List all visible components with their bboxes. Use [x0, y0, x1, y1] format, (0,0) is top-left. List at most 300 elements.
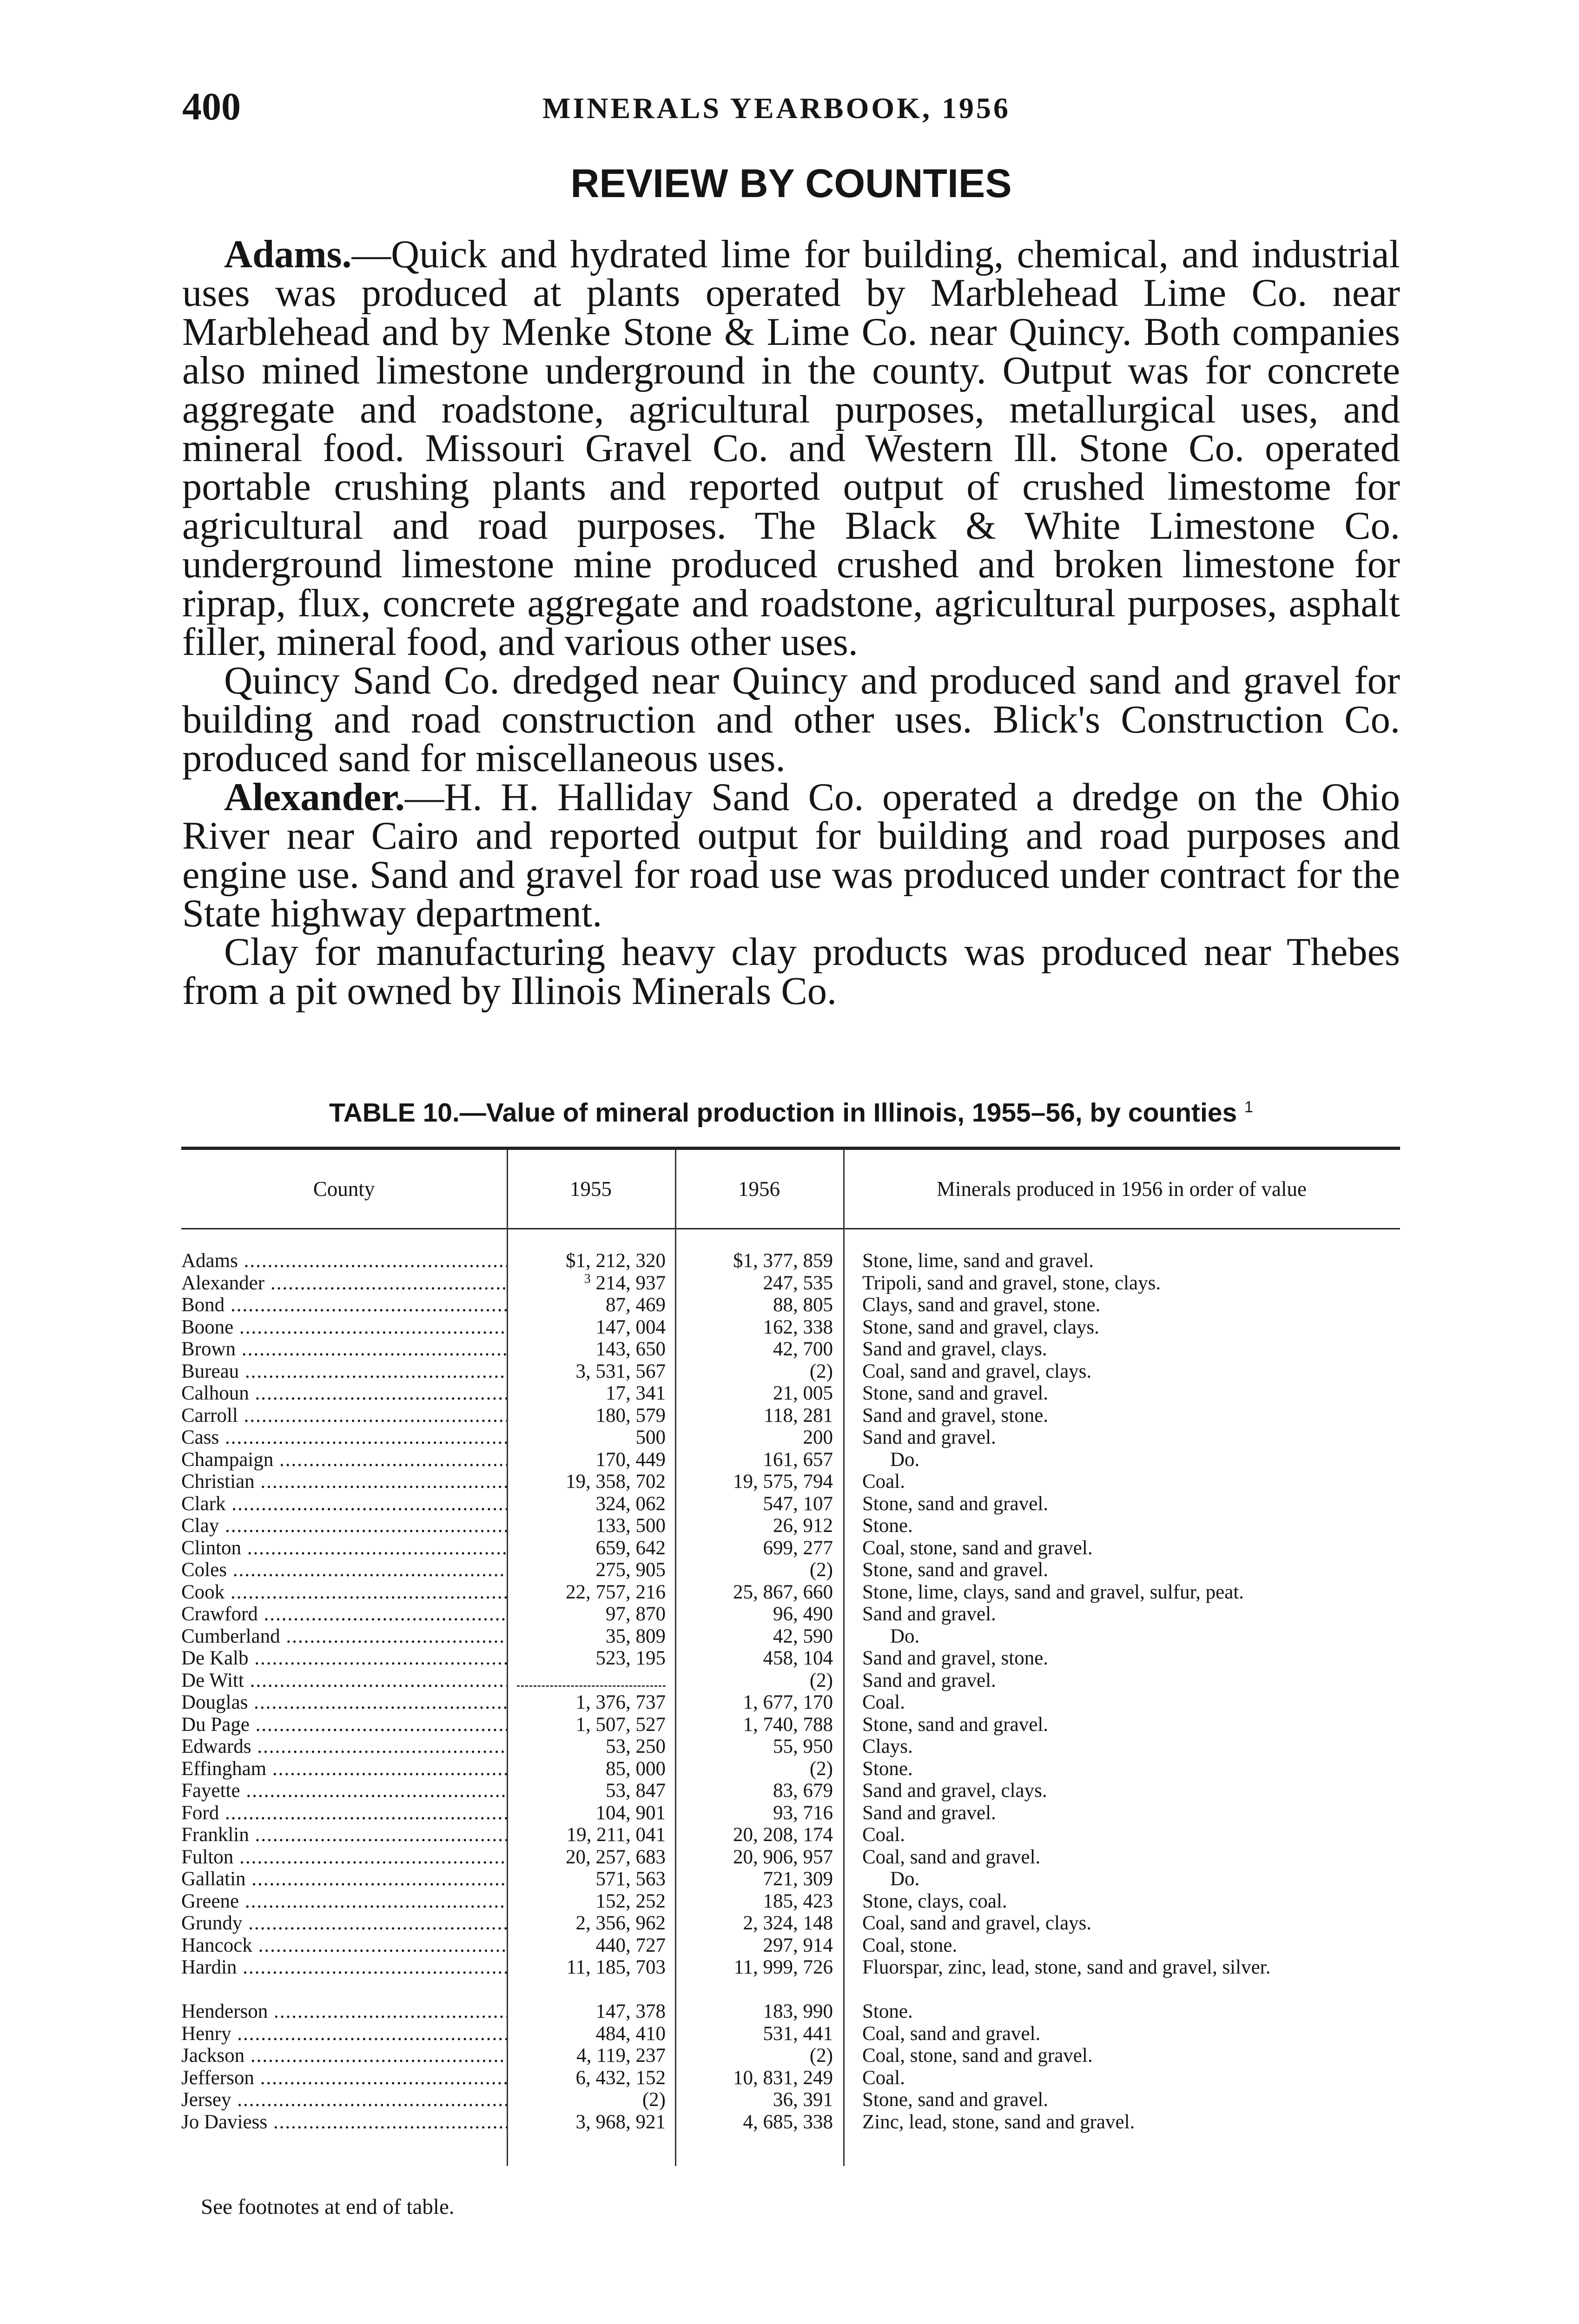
value-1955: 440, 727	[595, 1934, 666, 1956]
cell-minerals: Stone, sand and gravel.	[862, 2089, 1049, 2111]
cell-value-1956	[675, 1338, 833, 1360]
paragraph-alexander	[182, 775, 1400, 935]
cell-value-1956	[675, 1360, 833, 1383]
cell-value-1956	[675, 1515, 833, 1537]
value-1956: 118, 281	[764, 1404, 833, 1426]
cell-value-1956	[675, 1868, 833, 1890]
cell-minerals: Coal, sand and gravel.	[862, 1846, 1041, 1868]
county-label: Cook .....	[181, 1581, 507, 1603]
table-row	[181, 1360, 1400, 1383]
value-1955: 275, 905	[595, 1559, 666, 1581]
value-1955: 22, 757, 216	[566, 1581, 666, 1603]
table-row	[181, 1802, 1400, 1824]
cell-county	[181, 2111, 507, 2133]
table-row	[181, 1471, 1400, 1493]
value-1956: 36, 391	[773, 2089, 833, 2111]
value-1956: 20, 208, 174	[733, 1824, 833, 1846]
county-label: Champaign .....	[181, 1449, 507, 1471]
value-1955: 1, 376, 737	[575, 1691, 666, 1713]
cell-value-1955	[507, 1382, 666, 1405]
value-1956: (2)	[809, 1559, 833, 1581]
value-1956: 20, 906, 957	[733, 1846, 833, 1868]
county-label: Effingham .....	[181, 1758, 507, 1780]
county-label: Crawford .....	[181, 1603, 507, 1625]
cell-county	[181, 2000, 507, 2023]
cell-county	[181, 1780, 507, 1802]
value-1956: 458, 104	[763, 1647, 833, 1669]
county-label: Ford .....	[181, 1802, 507, 1824]
value-1956: 19, 575, 794	[733, 1471, 833, 1492]
cell-minerals: Stone, sand and gravel.	[862, 1559, 1049, 1581]
table-row	[181, 1250, 1400, 1272]
value-1956: 547, 107	[763, 1492, 833, 1515]
cell-value-1955	[507, 1537, 666, 1559]
county-label: Douglas .....	[181, 1691, 507, 1713]
value-1956: 162, 338	[763, 1316, 833, 1338]
cell-county	[181, 1471, 507, 1493]
cell-value-1955	[507, 1846, 666, 1868]
cell-value-1955	[507, 1647, 666, 1670]
cell-minerals: Coal.	[862, 2067, 905, 2089]
value-1956: (2)	[809, 1669, 833, 1691]
table-row	[181, 1426, 1400, 1449]
cell-minerals: Do.	[890, 1625, 920, 1647]
county-label: Bond .....	[181, 1294, 507, 1316]
paragraph-adams	[182, 233, 1400, 664]
county-label: Jackson .....	[181, 2045, 507, 2067]
cell-value-1955	[507, 1736, 666, 1758]
header-1956: 1956	[738, 1177, 780, 1201]
cell-minerals: Sand and gravel.	[862, 1669, 996, 1691]
county-label: Clark .....	[181, 1493, 507, 1515]
cell-minerals: Coal, sand and gravel, clays.	[862, 1912, 1092, 1934]
table-caption-text: TABLE 10.—Value of mineral production in Illinois, 1955–56, by counties	[329, 1098, 1237, 1128]
cell-county	[181, 1691, 507, 1714]
footnote-marker: 1	[1244, 1098, 1254, 1116]
county-name-alexander: Alexander.	[224, 775, 405, 819]
cell-county	[181, 1426, 507, 1449]
paragraph-text: —H. H. Halliday Sand Co. operated a dredge on the Ohio River near Cairo and reported output for building and road purposes and engine use. Sand and gravel for road use was produced under contract for the State highway department.	[182, 775, 1400, 935]
table-row	[181, 1824, 1400, 1846]
county-label: Bureau .....	[181, 1360, 507, 1382]
cell-minerals: Sand and gravel, clays.	[862, 1338, 1047, 1360]
value-1956: 25, 867, 660	[733, 1581, 833, 1603]
cell-value-1956	[675, 1934, 833, 1957]
county-label: Henderson .....	[181, 2000, 507, 2022]
cell-value-1955	[507, 1515, 666, 1537]
county-label: Franklin .....	[181, 1824, 507, 1846]
county-label: Hancock .....	[181, 1934, 507, 1956]
cell-county	[181, 1382, 507, 1405]
cell-value-1955	[507, 1912, 666, 1934]
cell-value-1956	[675, 1603, 833, 1625]
cell-value-1955	[507, 1493, 666, 1515]
value-1956: 93, 716	[773, 1802, 833, 1824]
cell-value-1955	[507, 2045, 666, 2067]
cell-value-1955	[507, 1272, 666, 1294]
cell-minerals: Sand and gravel, stone.	[862, 1404, 1049, 1426]
cell-minerals: Coal.	[862, 1691, 905, 1713]
value-1955: 11, 185, 703	[566, 1956, 666, 1978]
paragraph	[182, 931, 1400, 1013]
cell-minerals: Coal.	[862, 1471, 905, 1492]
cell-value-1955	[507, 2111, 666, 2133]
cell-value-1956	[675, 2000, 833, 2023]
cell-county	[181, 1846, 507, 1868]
county-label: Gallatin .....	[181, 1868, 507, 1890]
value-1956: 42, 700	[773, 1338, 833, 1360]
cell-value-1956	[675, 1581, 833, 1604]
cell-county	[181, 1912, 507, 1934]
cell-value-1956	[675, 2089, 833, 2111]
county-label: Henry .....	[181, 2023, 507, 2045]
value-1956: 297, 914	[763, 1934, 833, 1956]
page-number: 400	[182, 85, 241, 128]
cell-minerals: Coal, sand and gravel, clays.	[862, 1360, 1092, 1382]
cell-county	[181, 1405, 507, 1427]
cell-county	[181, 1625, 507, 1648]
value-1956: 10, 831, 249	[733, 2067, 833, 2089]
cell-county	[181, 1272, 507, 1294]
table-row	[181, 1405, 1400, 1427]
cell-value-1955	[507, 1670, 666, 1692]
cell-value-1956	[675, 1780, 833, 1802]
table-row	[181, 1647, 1400, 1670]
table-row	[181, 2111, 1400, 2133]
value-1956: 185, 423	[763, 1890, 833, 1912]
cell-county	[181, 1758, 507, 1780]
county-label: Carroll .....	[181, 1405, 507, 1426]
county-name-adams: Adams.	[224, 233, 352, 276]
cell-value-1956	[675, 1382, 833, 1405]
table-row	[181, 1670, 1400, 1692]
value-1956: 42, 590	[773, 1625, 833, 1647]
value-1956: 88, 805	[773, 1294, 833, 1316]
value-1956: 531, 441	[763, 2022, 833, 2045]
table-row	[181, 1449, 1400, 1471]
cell-value-1955	[507, 1338, 666, 1360]
cell-county	[181, 1802, 507, 1824]
value-1955: (2)	[642, 2089, 666, 2111]
table-row	[181, 1294, 1400, 1316]
cell-county	[181, 1824, 507, 1846]
value-1955: 35, 809	[606, 1625, 666, 1647]
cell-county	[181, 2067, 507, 2089]
value-1956: $1, 377, 859	[733, 1250, 833, 1272]
value-1955: 170, 449	[595, 1448, 666, 1471]
cell-minerals: Stone.	[862, 2000, 913, 2022]
cell-value-1955	[507, 1714, 666, 1736]
table-header-row	[181, 1150, 1400, 1228]
table-row	[181, 1691, 1400, 1714]
running-title: MINERALS YEARBOOK, 1956	[542, 92, 1011, 125]
value-1955: 3, 531, 567	[575, 1360, 666, 1382]
county-label: Du Page .....	[181, 1714, 507, 1736]
cell-county	[181, 1603, 507, 1625]
table-row	[181, 1934, 1400, 1957]
value-1955	[517, 1671, 666, 1687]
header-1955: 1955	[570, 1177, 612, 1201]
cell-value-1956	[675, 1912, 833, 1934]
value-1955: 53, 847	[606, 1780, 666, 1802]
table-row	[181, 2000, 1400, 2023]
cell-minerals: Coal, stone.	[862, 1934, 958, 1956]
cell-value-1955	[507, 1360, 666, 1383]
cell-value-1956	[675, 1250, 833, 1272]
cell-minerals: Sand and gravel.	[862, 1426, 996, 1448]
cell-minerals: Stone, lime, sand and gravel.	[862, 1250, 1094, 1272]
cell-value-1955	[507, 1581, 666, 1604]
cell-minerals: Fluorspar, zinc, lead, stone, sand and gravel, silver.	[862, 1956, 1271, 1978]
value-1955: 180, 579	[595, 1404, 666, 1426]
cell-value-1955	[507, 1471, 666, 1493]
table-row	[181, 2089, 1400, 2111]
cell-minerals: Sand and gravel.	[862, 1603, 996, 1625]
cell-value-1956	[675, 1426, 833, 1449]
county-label: Jefferson .....	[181, 2067, 507, 2089]
cell-minerals: Clays, sand and gravel, stone.	[862, 1294, 1101, 1316]
value-1956: 83, 679	[773, 1780, 833, 1802]
cell-value-1956	[675, 1890, 833, 1913]
value-1956: 161, 657	[763, 1448, 833, 1471]
value-1956: 55, 950	[773, 1736, 833, 1757]
cell-county	[181, 1647, 507, 1670]
county-label: De Witt .....	[181, 1670, 507, 1691]
cell-value-1956	[675, 1537, 833, 1559]
county-label: Alexander .....	[181, 1272, 507, 1294]
cell-value-1955	[507, 1250, 666, 1272]
cell-county	[181, 1537, 507, 1559]
table-row	[181, 2023, 1400, 2045]
cell-value-1956	[675, 1824, 833, 1846]
cell-value-1955	[507, 1405, 666, 1427]
value-1955: 147, 378	[595, 2000, 666, 2022]
cell-value-1956	[675, 1670, 833, 1692]
cell-value-1956	[675, 1559, 833, 1581]
cell-minerals: Stone, sand and gravel.	[862, 1492, 1049, 1515]
cell-value-1956	[675, 1294, 833, 1316]
table-row	[181, 1603, 1400, 1625]
table-row	[181, 2045, 1400, 2067]
table-row	[181, 1316, 1400, 1339]
cell-minerals: Coal, sand and gravel.	[862, 2022, 1041, 2045]
value-1955: 147, 004	[595, 1316, 666, 1338]
cell-value-1955	[507, 1691, 666, 1714]
cell-minerals: Stone, sand and gravel.	[862, 1382, 1049, 1404]
cell-value-1956	[675, 2023, 833, 2045]
cell-value-1955	[507, 1868, 666, 1890]
cell-county	[181, 1736, 507, 1758]
cell-value-1956	[675, 1846, 833, 1868]
data-table	[181, 1147, 1400, 2166]
cell-minerals: Clays.	[862, 1736, 913, 1757]
county-label: Cass .....	[181, 1426, 507, 1448]
table-row	[181, 1714, 1400, 1736]
value-1956: 699, 277	[763, 1537, 833, 1559]
cell-county	[181, 1714, 507, 1736]
cell-minerals: Stone.	[862, 1757, 913, 1780]
cell-value-1955	[507, 1890, 666, 1913]
value-1955: 484, 410	[595, 2022, 666, 2045]
cell-value-1956	[675, 2067, 833, 2089]
cell-value-1956	[675, 1736, 833, 1758]
value-1955: 53, 250	[606, 1736, 666, 1757]
cell-value-1955	[507, 1802, 666, 1824]
value-1955: 85, 000	[606, 1757, 666, 1780]
value-1955: 133, 500	[595, 1515, 666, 1537]
cell-value-1956	[675, 1691, 833, 1714]
value-1956: (2)	[809, 1360, 833, 1382]
header-minerals: Minerals produced in 1956 in order of value	[936, 1177, 1307, 1201]
cell-value-1955	[507, 1956, 666, 1979]
value-1955: 523, 195	[595, 1647, 666, 1669]
cell-value-1956	[675, 1405, 833, 1427]
value-1956: (2)	[809, 2045, 833, 2067]
cell-county	[181, 1515, 507, 1537]
table-row	[181, 1493, 1400, 1515]
cell-minerals: Coal, stone, sand and gravel.	[862, 2045, 1093, 2067]
body-text	[182, 233, 1400, 1013]
county-label: Adams .....	[181, 1250, 507, 1272]
table-row	[181, 1515, 1400, 1537]
cell-minerals: Stone, sand and gravel, clays.	[862, 1316, 1099, 1338]
cell-county	[181, 1493, 507, 1515]
county-label: Boone .....	[181, 1316, 507, 1338]
table-row	[181, 1868, 1400, 1890]
table-row	[181, 2067, 1400, 2089]
cell-value-1955	[507, 1559, 666, 1581]
value-1955: 143, 650	[595, 1338, 666, 1360]
cell-value-1955	[507, 1780, 666, 1802]
cell-minerals: Sand and gravel, stone.	[862, 1647, 1049, 1669]
cell-county	[181, 1670, 507, 1692]
cell-value-1956	[675, 1471, 833, 1493]
table-row	[181, 1912, 1400, 1934]
cell-value-1955	[507, 1294, 666, 1316]
county-label: Brown .....	[181, 1338, 507, 1360]
table-row	[181, 1890, 1400, 1913]
footnote-marker: 3	[584, 1271, 591, 1286]
county-label: Jersey .....	[181, 2089, 507, 2111]
table-row	[181, 1272, 1400, 1294]
value-1955: $1, 212, 320	[566, 1250, 666, 1272]
cell-minerals: Coal.	[862, 1824, 905, 1846]
cell-value-1956	[675, 1625, 833, 1648]
running-head	[182, 84, 1400, 130]
paragraph-text: —Quick and hydrated lime for building, chemical, and industrial uses was produced at plants operated by Marblehead Lime Co. near Marblehead and by Menke Stone & Lime Co. near Quincy. Both companies also mined limestone underground in the county. Output was for concrete aggregate and roadstone, agricultural purposes, metallurgical uses, and mineral food. Missouri Gravel Co. and Western Ill. Stone Co. operated portable crushing plants and reported output of crushed limestome for agricultural and road purposes. The Black & White Limestone Co. underground limestone mine produced crushed and broken limestone for riprap, flux, concrete aggregate and roadstone, agricultural purposes, asphalt filler, mineral food, and various other uses.	[182, 233, 1400, 664]
value-1956: 4, 685, 338	[743, 2111, 833, 2133]
cell-county	[181, 2045, 507, 2067]
table-row	[181, 1559, 1400, 1581]
table-top-rule	[181, 1147, 1400, 1150]
cell-value-1956	[675, 1802, 833, 1824]
cell-minerals: Do.	[890, 1448, 920, 1471]
county-label: Coles .....	[181, 1559, 507, 1581]
value-1956: 183, 990	[763, 2000, 833, 2022]
cell-value-1955	[507, 1449, 666, 1471]
table-row	[181, 1537, 1400, 1559]
cell-county	[181, 1449, 507, 1471]
cell-value-1956	[675, 2045, 833, 2067]
cell-value-1956	[675, 1758, 833, 1780]
county-label: Greene .....	[181, 1890, 507, 1912]
value-1956: 26, 912	[773, 1515, 833, 1537]
value-1955: 20, 257, 683	[566, 1846, 666, 1868]
cell-value-1956	[675, 1316, 833, 1339]
county-label: Calhoun .....	[181, 1382, 507, 1404]
value-1955: 571, 563	[595, 1868, 666, 1890]
value-1956: 2, 324, 148	[743, 1912, 833, 1934]
cell-value-1956	[675, 1449, 833, 1471]
cell-minerals: Tripoli, sand and gravel, stone, clays.	[862, 1272, 1161, 1294]
county-label: Christian .....	[181, 1471, 507, 1492]
cell-county	[181, 1890, 507, 1913]
cell-county	[181, 1360, 507, 1383]
table-row	[181, 1338, 1400, 1360]
cell-value-1955	[507, 2067, 666, 2089]
value-1956: 11, 999, 726	[733, 1956, 833, 1978]
cell-minerals: Stone, lime, clays, sand and gravel, sulfur, peat.	[862, 1581, 1244, 1603]
header-county: County	[313, 1177, 375, 1201]
value-1955: 324, 062	[595, 1492, 666, 1515]
cell-county	[181, 1868, 507, 1890]
value-1955: 152, 252	[595, 1890, 666, 1912]
value-1956: 247, 535	[763, 1272, 833, 1294]
county-label: Fulton .....	[181, 1846, 507, 1868]
cell-value-1955	[507, 1758, 666, 1780]
value-1956: 96, 490	[773, 1603, 833, 1625]
cell-minerals: Sand and gravel.	[862, 1802, 996, 1824]
county-label: Clinton .....	[181, 1537, 507, 1559]
cell-value-1955	[507, 1625, 666, 1648]
value-1955: 4, 119, 237	[576, 2045, 666, 2067]
cell-minerals: Zinc, lead, stone, sand and gravel.	[862, 2111, 1135, 2133]
cell-value-1956	[675, 2111, 833, 2133]
cell-value-1955	[507, 1824, 666, 1846]
cell-county	[181, 1956, 507, 1979]
value-1956: 1, 677, 170	[743, 1691, 833, 1713]
cell-county	[181, 1338, 507, 1360]
value-1956: 21, 005	[773, 1382, 833, 1404]
cell-county	[181, 2089, 507, 2111]
cell-county	[181, 1559, 507, 1581]
cell-county	[181, 1581, 507, 1604]
cell-value-1955	[507, 2089, 666, 2111]
cell-value-1955	[507, 1603, 666, 1625]
cell-value-1955	[507, 1316, 666, 1339]
value-1956: 1, 740, 788	[743, 1713, 833, 1736]
table-row	[181, 1736, 1400, 1758]
cell-value-1955	[507, 1934, 666, 1957]
county-label: Grundy .....	[181, 1912, 507, 1934]
table-row	[181, 1780, 1400, 1802]
value-1955: 1, 507, 527	[575, 1713, 666, 1736]
section-heading: REVIEW BY COUNTIES	[570, 161, 1012, 206]
value-1955: 3, 968, 921	[575, 2111, 666, 2133]
cell-value-1955	[507, 1426, 666, 1449]
value-1955: 19, 358, 702	[566, 1471, 666, 1492]
value-1956: 721, 309	[763, 1868, 833, 1890]
county-label: Clay .....	[181, 1515, 507, 1537]
value-1955: 214, 937	[595, 1272, 666, 1294]
table-row	[181, 1625, 1400, 1648]
value-1956: 200	[803, 1426, 833, 1448]
value-1955: 500	[635, 1426, 666, 1448]
cell-minerals: Stone, sand and gravel.	[862, 1713, 1049, 1736]
value-1955: 19, 211, 041	[566, 1824, 666, 1846]
table-caption	[182, 1089, 1400, 1131]
county-label: Cumberland .....	[181, 1625, 507, 1647]
